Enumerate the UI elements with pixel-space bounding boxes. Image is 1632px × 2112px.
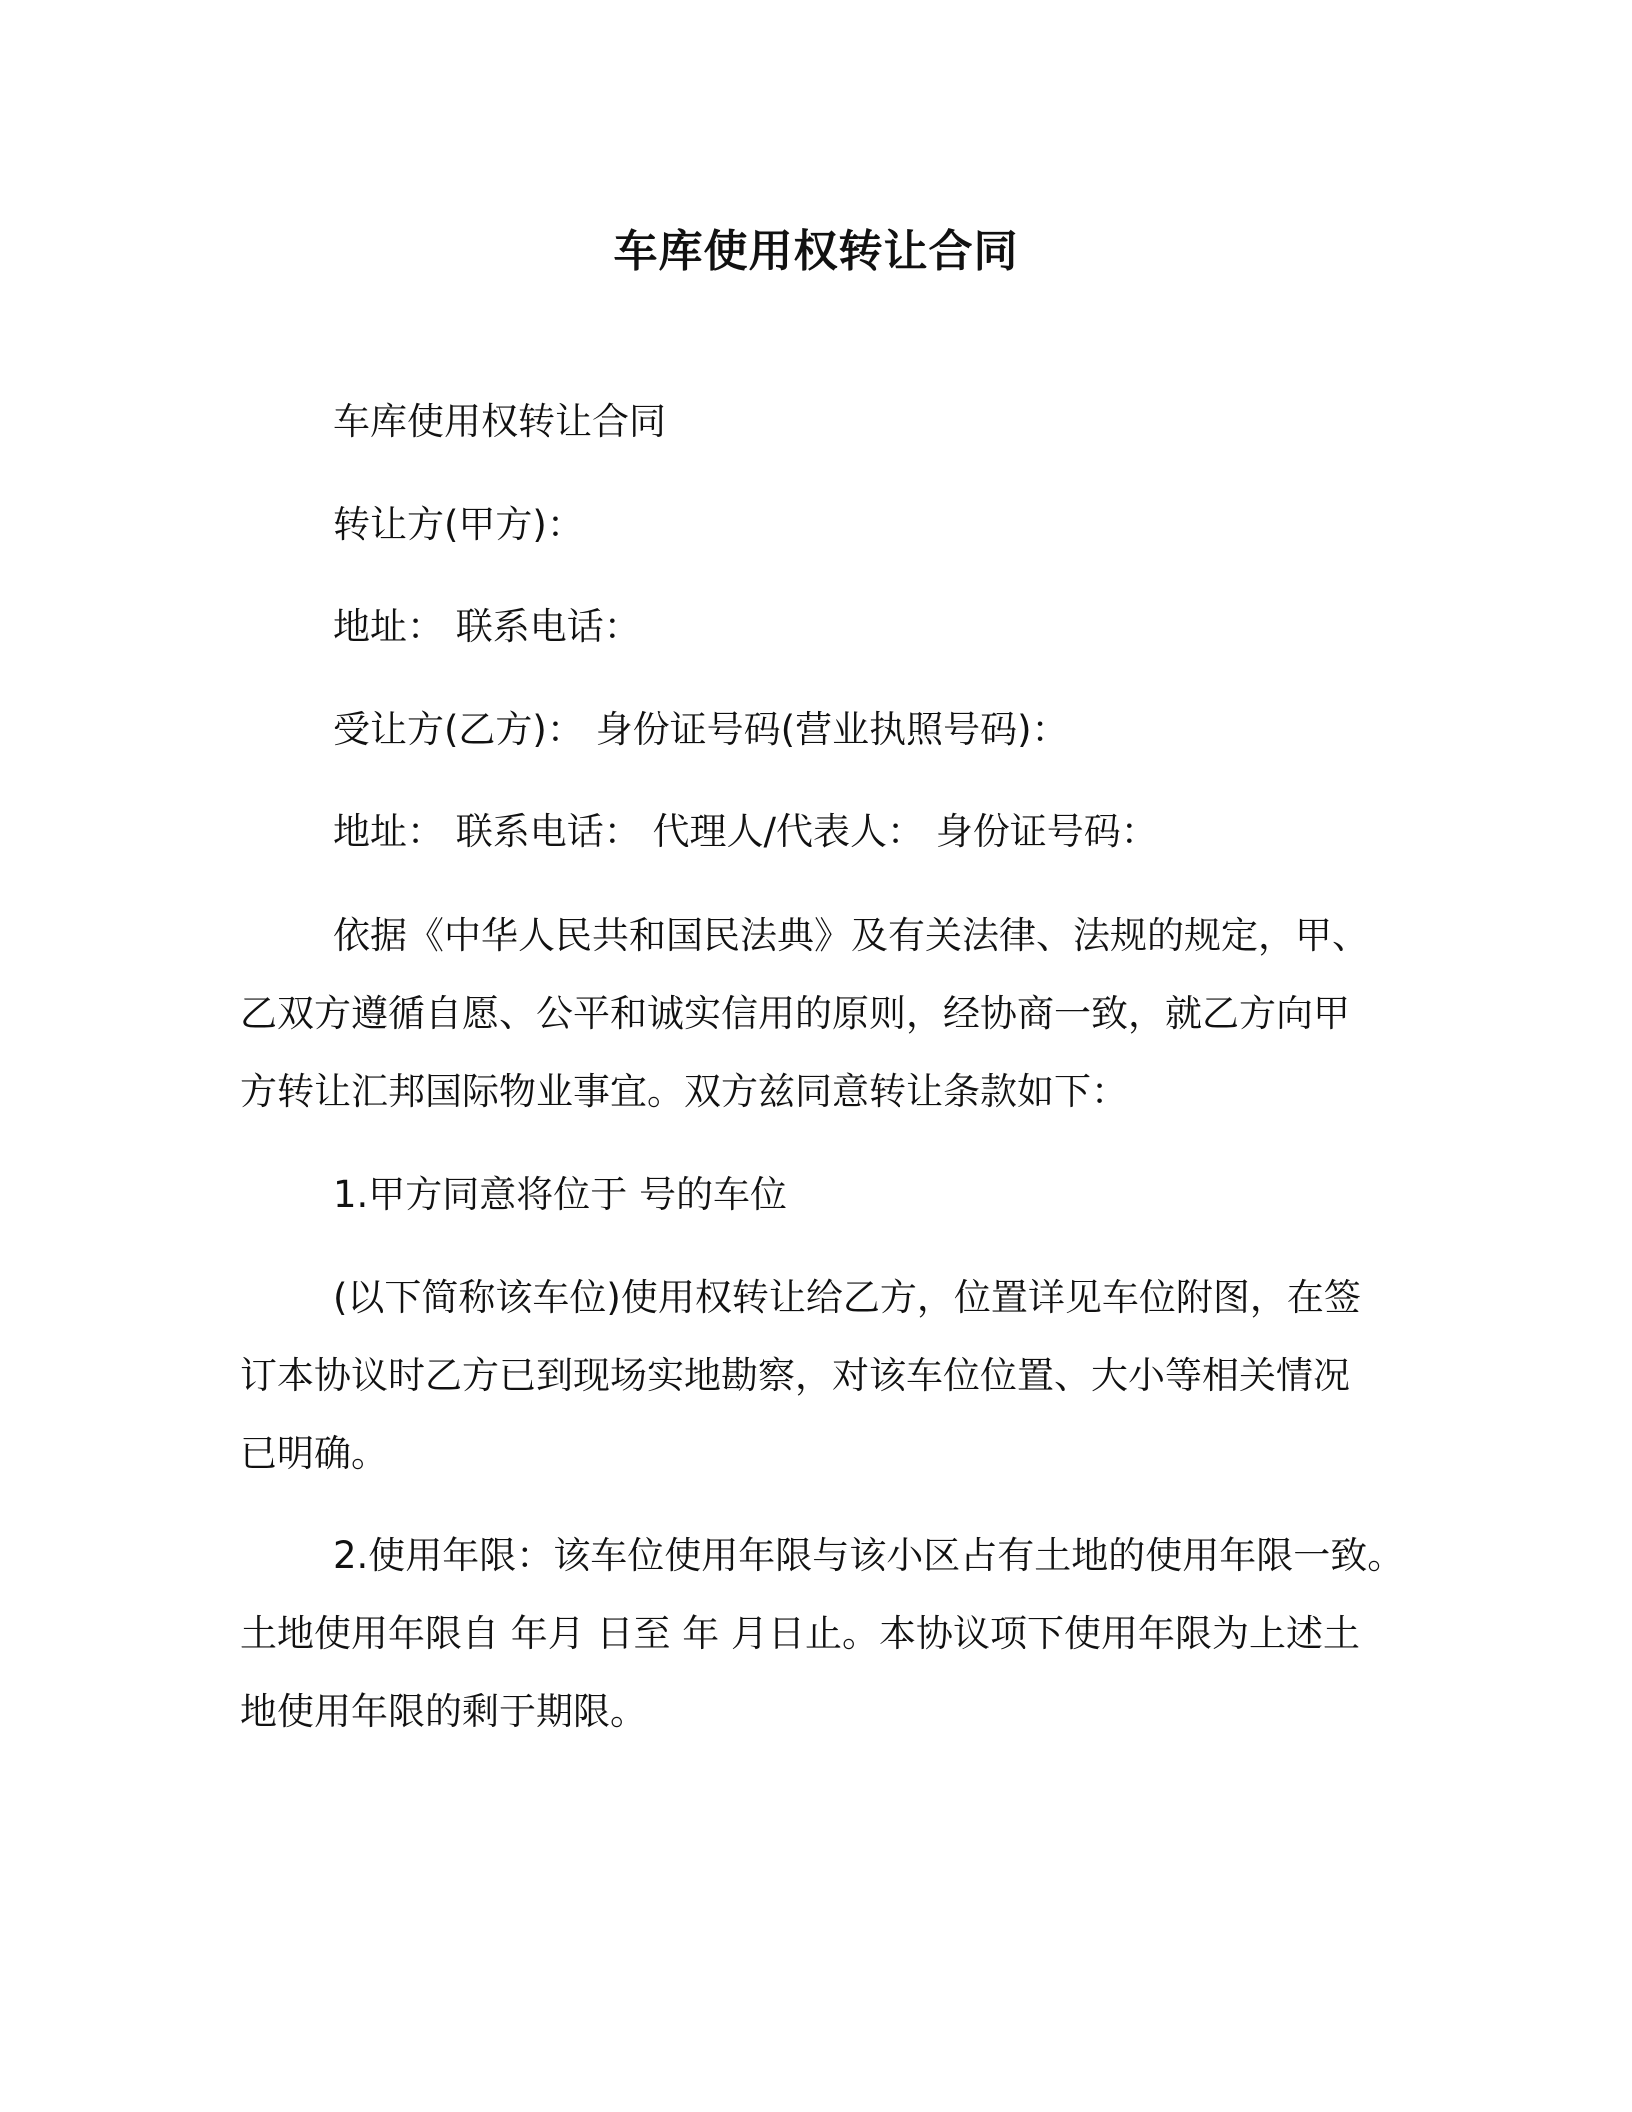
- clause-1-line: 1.甲方同意将位于 号的车位: [333, 1173, 788, 1216]
- transferor-line: 转让方(甲方)：: [333, 503, 584, 546]
- clause-2-line-1: 2.使用年限：该车位使用年限与该小区占有土地的使用年限一致。: [333, 1534, 1405, 1577]
- clause-1-detail-line-1: (以下简称该车位)使用权转让给乙方，位置详见车位附图，在签: [333, 1276, 1361, 1319]
- preamble-line-3: 方转让汇邦国际物业事宜。双方兹同意转让条款如下：: [240, 1070, 1128, 1113]
- transferee-address-line: 地址： 联系电话： 代理人/代表人： 身份证号码：: [333, 810, 1158, 853]
- clause-2-line-3: 地使用年限的剩于期限。: [240, 1690, 647, 1733]
- preamble-line-1: 依据《中华人民共和国民法典》及有关法律、法规的规定，甲、: [333, 914, 1369, 957]
- clause-1-detail-line-2: 订本协议时乙方已到现场实地勘察，对该车位位置、大小等相关情况: [240, 1354, 1350, 1397]
- preamble-line-2: 乙双方遵循自愿、公平和诚实信用的原则，经协商一致，就乙方向甲: [240, 992, 1350, 1035]
- transferee-line: 受让方(乙方)： 身份证号码(营业执照号码)：: [333, 708, 1069, 751]
- subtitle-line: 车库使用权转让合同: [333, 400, 666, 443]
- clause-1-detail-line-3: 已明确。: [240, 1432, 388, 1475]
- transferor-address-line: 地址： 联系电话：: [333, 605, 641, 648]
- clause-2-line-2: 土地使用年限自 年月 日至 年 月日止。本协议项下使用年限为上述土: [240, 1612, 1361, 1655]
- document-title: 车库使用权转让合同: [613, 226, 1019, 277]
